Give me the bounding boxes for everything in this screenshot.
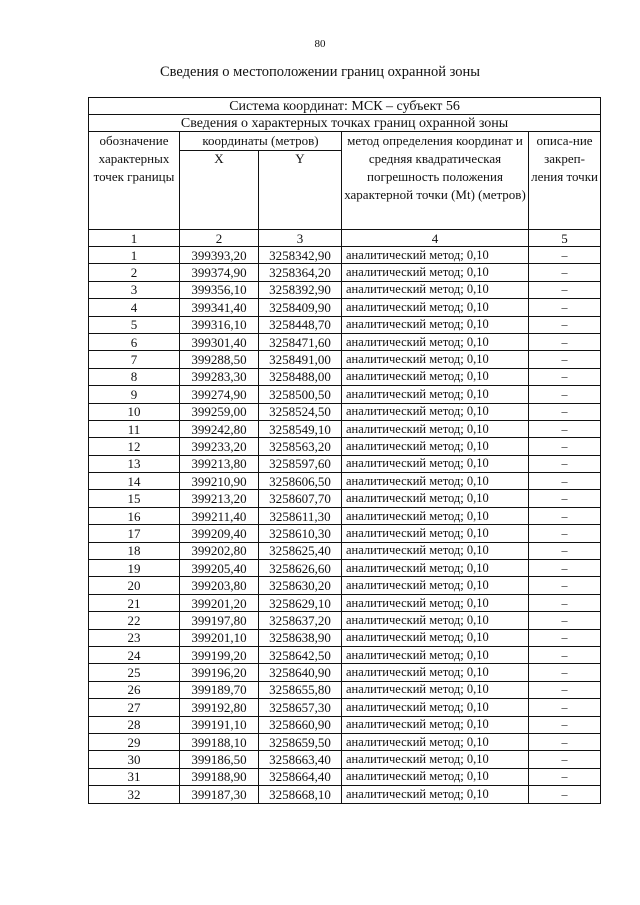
y-coordinate-cell: 3258630,20: [259, 577, 342, 594]
point-number-cell: 30: [89, 751, 180, 768]
x-coordinate-cell: 399205,40: [180, 560, 259, 577]
x-coordinate-cell: 399188,10: [180, 733, 259, 750]
method-cell: аналитический метод; 0,10: [342, 420, 529, 437]
method-cell: аналитический метод; 0,10: [342, 733, 529, 750]
y-coordinate-cell: 3258640,90: [259, 664, 342, 681]
y-coordinate-cell: 3258611,30: [259, 507, 342, 524]
method-cell: аналитический метод; 0,10: [342, 264, 529, 281]
table-row: [89, 438, 601, 455]
description-cell: –: [529, 681, 601, 698]
y-coordinate-cell: 3258642,50: [259, 646, 342, 663]
point-number-cell: 16: [89, 507, 180, 524]
table-row: [89, 351, 601, 368]
table-row: [89, 542, 601, 559]
y-coordinate-cell: 3258471,60: [259, 333, 342, 350]
description-cell: –: [529, 368, 601, 385]
method-cell: аналитический метод; 0,10: [342, 716, 529, 733]
description-cell: –: [529, 455, 601, 472]
description-cell: –: [529, 716, 601, 733]
method-cell: аналитический метод; 0,10: [342, 646, 529, 663]
point-number-cell: 6: [89, 333, 180, 350]
boundary-info-header: Сведения о характерных точках границ охранной зоны: [89, 115, 601, 132]
table-row: [89, 594, 601, 611]
method-cell: аналитический метод; 0,10: [342, 664, 529, 681]
y-coordinate-cell: 3258597,60: [259, 455, 342, 472]
method-cell: аналитический метод; 0,10: [342, 560, 529, 577]
point-number-cell: 5: [89, 316, 180, 333]
description-cell: –: [529, 299, 601, 316]
table-row: [89, 247, 601, 264]
coordinates-column-header: координаты (метров): [180, 132, 342, 151]
designation-column-header: обозначение характерных точек границы: [89, 132, 180, 230]
y-coordinate-cell: 3258664,40: [259, 768, 342, 785]
description-cell: –: [529, 247, 601, 264]
point-number-cell: 7: [89, 351, 180, 368]
description-cell: –: [529, 560, 601, 577]
description-cell: –: [529, 612, 601, 629]
method-cell: аналитический метод; 0,10: [342, 403, 529, 420]
point-number-cell: 24: [89, 646, 180, 663]
x-coordinate-cell: 399211,40: [180, 507, 259, 524]
description-cell: –: [529, 577, 601, 594]
x-coordinate-cell: 399192,80: [180, 699, 259, 716]
y-coordinate-cell: 3258663,40: [259, 751, 342, 768]
x-coordinate-cell: 399233,20: [180, 438, 259, 455]
column-number: 2: [180, 230, 259, 247]
point-number-cell: 22: [89, 612, 180, 629]
point-number-cell: 19: [89, 560, 180, 577]
table-row: [89, 560, 601, 577]
description-cell: –: [529, 594, 601, 611]
x-coordinate-cell: 399213,20: [180, 490, 259, 507]
x-coordinate-cell: 399274,90: [180, 386, 259, 403]
description-cell: –: [529, 281, 601, 298]
point-number-cell: 15: [89, 490, 180, 507]
point-number-cell: 21: [89, 594, 180, 611]
point-number-cell: 23: [89, 629, 180, 646]
x-coordinate-cell: 399341,40: [180, 299, 259, 316]
method-cell: аналитический метод; 0,10: [342, 507, 529, 524]
description-column-header: описа-ние закреп-ления точки: [529, 132, 601, 230]
table-row: [89, 455, 601, 472]
method-cell: аналитический метод; 0,10: [342, 351, 529, 368]
x-coordinate-cell: 399374,90: [180, 264, 259, 281]
column-number: 5: [529, 230, 601, 247]
method-cell: аналитический метод; 0,10: [342, 438, 529, 455]
column-number: 3: [259, 230, 342, 247]
column-number: 1: [89, 230, 180, 247]
x-coordinate-cell: 399316,10: [180, 316, 259, 333]
y-coordinate-cell: 3258488,00: [259, 368, 342, 385]
point-number-cell: 9: [89, 386, 180, 403]
table-row: [89, 281, 601, 298]
point-number-cell: 28: [89, 716, 180, 733]
x-coordinate-cell: 399393,20: [180, 247, 259, 264]
point-number-cell: 17: [89, 525, 180, 542]
column-number: 4: [342, 230, 529, 247]
description-cell: –: [529, 333, 601, 350]
method-cell: аналитический метод; 0,10: [342, 490, 529, 507]
point-number-cell: 12: [89, 438, 180, 455]
method-cell: аналитический метод; 0,10: [342, 281, 529, 298]
x-coordinate-cell: 399301,40: [180, 333, 259, 350]
description-cell: –: [529, 786, 601, 803]
x-coordinate-cell: 399203,80: [180, 577, 259, 594]
method-cell: аналитический метод; 0,10: [342, 577, 529, 594]
x-coordinate-cell: 399242,80: [180, 420, 259, 437]
description-cell: –: [529, 351, 601, 368]
method-cell: аналитический метод; 0,10: [342, 629, 529, 646]
x-column-header: X: [180, 151, 259, 230]
point-number-cell: 4: [89, 299, 180, 316]
y-coordinate-cell: 3258637,20: [259, 612, 342, 629]
table-row: [89, 768, 601, 785]
table-row: [89, 299, 601, 316]
y-coordinate-cell: 3258638,90: [259, 629, 342, 646]
y-coordinate-cell: 3258448,70: [259, 316, 342, 333]
y-column-header: Y: [259, 151, 342, 230]
point-number-cell: 10: [89, 403, 180, 420]
method-cell: аналитический метод; 0,10: [342, 473, 529, 490]
description-cell: –: [529, 403, 601, 420]
method-column-header: метод определения координат и средняя квадратическая погрешность положения характерной точки (Mt) (метров): [342, 132, 529, 230]
description-cell: –: [529, 438, 601, 455]
table-row: [89, 629, 601, 646]
description-cell: –: [529, 386, 601, 403]
y-coordinate-cell: 3258364,20: [259, 264, 342, 281]
x-coordinate-cell: 399288,50: [180, 351, 259, 368]
description-cell: –: [529, 699, 601, 716]
y-coordinate-cell: 3258392,90: [259, 281, 342, 298]
y-coordinate-cell: 3258629,10: [259, 594, 342, 611]
method-cell: аналитический метод; 0,10: [342, 542, 529, 559]
table-row: [89, 699, 601, 716]
point-number-cell: 2: [89, 264, 180, 281]
y-coordinate-cell: 3258660,90: [259, 716, 342, 733]
y-coordinate-cell: 3258659,50: [259, 733, 342, 750]
document-title: Сведения о местоположении границ охранной зоны: [159, 64, 480, 80]
description-cell: –: [529, 316, 601, 333]
method-cell: аналитический метод; 0,10: [342, 612, 529, 629]
point-number-cell: 25: [89, 664, 180, 681]
method-cell: аналитический метод; 0,10: [342, 699, 529, 716]
point-number-cell: 11: [89, 420, 180, 437]
table-row: [89, 664, 601, 681]
table-row: [89, 716, 601, 733]
method-cell: аналитический метод; 0,10: [342, 316, 529, 333]
table-row: [89, 264, 601, 281]
table-row: [89, 786, 601, 803]
x-coordinate-cell: 399210,90: [180, 473, 259, 490]
description-cell: –: [529, 751, 601, 768]
y-coordinate-cell: 3258409,90: [259, 299, 342, 316]
x-coordinate-cell: 399186,50: [180, 751, 259, 768]
x-coordinate-cell: 399189,70: [180, 681, 259, 698]
table-row: [89, 368, 601, 385]
point-number-cell: 14: [89, 473, 180, 490]
x-coordinate-cell: 399201,10: [180, 629, 259, 646]
description-cell: –: [529, 507, 601, 524]
table-row: [89, 473, 601, 490]
x-coordinate-cell: 399259,00: [180, 403, 259, 420]
point-number-cell: 20: [89, 577, 180, 594]
y-coordinate-cell: 3258563,20: [259, 438, 342, 455]
description-cell: –: [529, 525, 601, 542]
page-number: 80: [314, 38, 326, 50]
table-row: [89, 733, 601, 750]
point-number-cell: 26: [89, 681, 180, 698]
method-cell: аналитический метод; 0,10: [342, 455, 529, 472]
description-cell: –: [529, 646, 601, 663]
description-cell: –: [529, 473, 601, 490]
y-coordinate-cell: 3258524,50: [259, 403, 342, 420]
point-number-cell: 18: [89, 542, 180, 559]
table-row: [89, 490, 601, 507]
y-coordinate-cell: 3258549,10: [259, 420, 342, 437]
x-coordinate-cell: 399209,40: [180, 525, 259, 542]
y-coordinate-cell: 3258610,30: [259, 525, 342, 542]
point-number-cell: 1: [89, 247, 180, 264]
x-coordinate-cell: 399196,20: [180, 664, 259, 681]
table-row: [89, 525, 601, 542]
method-cell: аналитический метод; 0,10: [342, 386, 529, 403]
y-coordinate-cell: 3258606,50: [259, 473, 342, 490]
y-coordinate-cell: 3258625,40: [259, 542, 342, 559]
description-cell: –: [529, 420, 601, 437]
y-coordinate-cell: 3258655,80: [259, 681, 342, 698]
table-row: [89, 316, 601, 333]
table-row: [89, 681, 601, 698]
method-cell: аналитический метод; 0,10: [342, 368, 529, 385]
table-row: [89, 386, 601, 403]
method-cell: аналитический метод; 0,10: [342, 594, 529, 611]
method-cell: аналитический метод; 0,10: [342, 751, 529, 768]
x-coordinate-cell: 399188,90: [180, 768, 259, 785]
table-row: [89, 333, 601, 350]
y-coordinate-cell: 3258626,60: [259, 560, 342, 577]
x-coordinate-cell: 399201,20: [180, 594, 259, 611]
point-number-cell: 27: [89, 699, 180, 716]
method-cell: аналитический метод; 0,10: [342, 786, 529, 803]
boundary-points-table: [88, 97, 601, 804]
point-number-cell: 32: [89, 786, 180, 803]
method-cell: аналитический метод; 0,10: [342, 247, 529, 264]
y-coordinate-cell: 3258657,30: [259, 699, 342, 716]
y-coordinate-cell: 3258342,90: [259, 247, 342, 264]
description-cell: –: [529, 768, 601, 785]
x-coordinate-cell: 399213,80: [180, 455, 259, 472]
y-coordinate-cell: 3258491,00: [259, 351, 342, 368]
method-cell: аналитический метод; 0,10: [342, 299, 529, 316]
x-coordinate-cell: 399283,30: [180, 368, 259, 385]
point-number-cell: 31: [89, 768, 180, 785]
description-cell: –: [529, 264, 601, 281]
method-cell: аналитический метод; 0,10: [342, 768, 529, 785]
point-number-cell: 29: [89, 733, 180, 750]
description-cell: –: [529, 629, 601, 646]
y-coordinate-cell: 3258500,50: [259, 386, 342, 403]
method-cell: аналитический метод; 0,10: [342, 525, 529, 542]
x-coordinate-cell: 399199,20: [180, 646, 259, 663]
point-number-cell: 13: [89, 455, 180, 472]
table-row: [89, 612, 601, 629]
table-row: [89, 646, 601, 663]
x-coordinate-cell: 399356,10: [180, 281, 259, 298]
table-row: [89, 403, 601, 420]
point-number-cell: 3: [89, 281, 180, 298]
x-coordinate-cell: 399191,10: [180, 716, 259, 733]
point-number-cell: 8: [89, 368, 180, 385]
description-cell: –: [529, 733, 601, 750]
coordinate-system-header: Система координат: МСК – субъект 56: [89, 98, 601, 115]
method-cell: аналитический метод; 0,10: [342, 333, 529, 350]
x-coordinate-cell: 399187,30: [180, 786, 259, 803]
method-cell: аналитический метод; 0,10: [342, 681, 529, 698]
table-row: [89, 420, 601, 437]
x-coordinate-cell: 399202,80: [180, 542, 259, 559]
table-row: [89, 507, 601, 524]
description-cell: –: [529, 490, 601, 507]
y-coordinate-cell: 3258607,70: [259, 490, 342, 507]
y-coordinate-cell: 3258668,10: [259, 786, 342, 803]
description-cell: –: [529, 664, 601, 681]
table-row: [89, 577, 601, 594]
x-coordinate-cell: 399197,80: [180, 612, 259, 629]
description-cell: –: [529, 542, 601, 559]
table-row: [89, 751, 601, 768]
